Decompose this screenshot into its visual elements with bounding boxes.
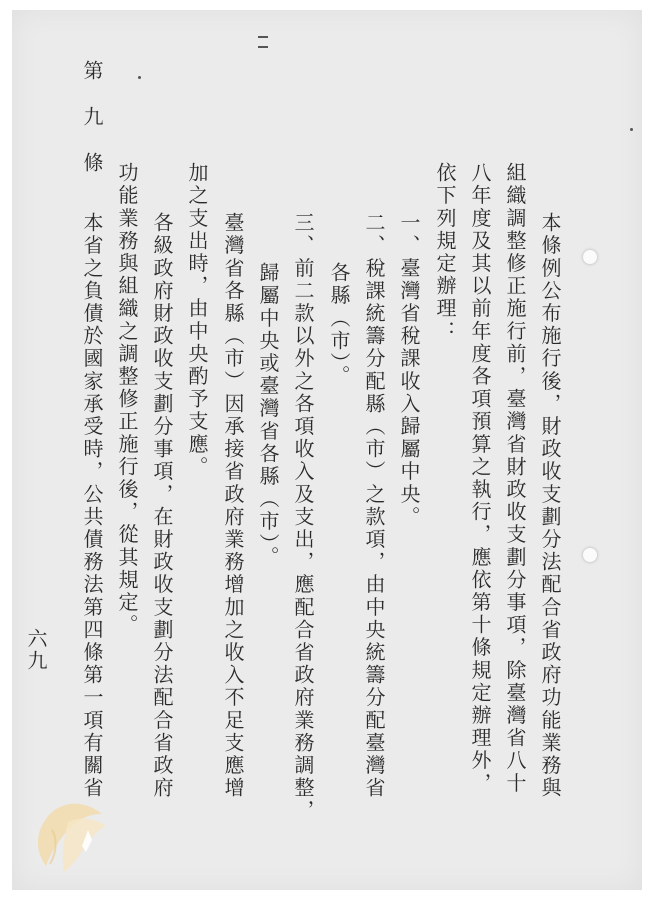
speck (138, 76, 141, 79)
text-column-13: 功能業務與組織之調整修正施行後，從其規定。 (115, 162, 139, 637)
article-heading: 第九條 (80, 60, 104, 198)
text-column-12: 各級政府財政收支劃分事項，在財政收支劃分法配合省政府 (150, 212, 174, 800)
text-column-6: 二、稅課統籌分配縣（市）之款項，由中央統籌分配臺灣省 (362, 212, 386, 800)
library-logo-watermark (28, 800, 118, 880)
text-column-7: 各縣（市）。 (327, 262, 351, 388)
text-column-9: 歸屬中央或臺灣省各縣（市）。 (256, 262, 280, 569)
text-column-14: 本省之負債於國家承受時，公共債務法第四條第一項有關省 (80, 212, 104, 800)
text-column-4: 依下列規定辦理： (433, 162, 457, 343)
binding-hole (583, 548, 597, 562)
speck (630, 128, 633, 131)
text-column-11: 加之支出時，由中央酌予支應。 (185, 162, 209, 479)
text-column-2: 組織調整修正施行前，臺灣省財政收支劃分事項，除臺灣省八十 (503, 162, 527, 795)
text-column-1: 本條例公布施行後，財政收支劃分法配合省政府功能業務與 (538, 212, 562, 800)
binding-hole (583, 250, 597, 264)
text-column-10: 臺灣省各縣（市）因承接省政府業務增加之收入不足支應增 (221, 212, 245, 800)
text-column-8: 三、前二款以外之各項收入及支出，應配合省政府業務調整， (291, 212, 315, 823)
header-mark (258, 36, 268, 48)
text-column-5: 一、臺灣省稅課收入歸屬中央。 (397, 212, 421, 529)
page-number: 六九 (24, 628, 48, 672)
text-column-3: 八年度及其以前年度各項預算之執行，應依第十條規定辦理外， (468, 162, 492, 795)
